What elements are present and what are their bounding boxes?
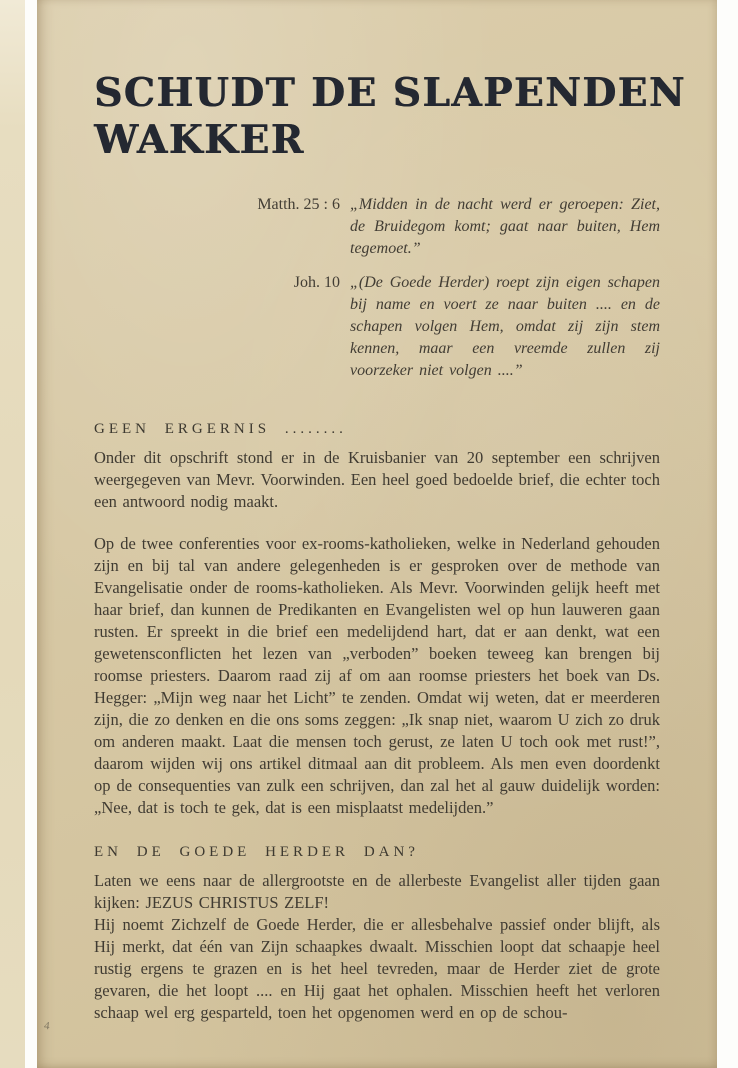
paragraph: Hij noemt Zichzelf de Goede Herder, die er allesbehalve passief onder blijft, als Hij merkt, dat één van Zijn schaapkes dwaalt. Misschien loopt dat schaapje heel rustig ergens te grazen en is het heel tevreden, maar de Herder ziet de grote gevaren, die het loopt .... en Hij gaat het ophalen. Misschien heeft het verloren schaap wel erg gesparteld, toen het opgenomen werd en op de schou- (94, 915, 660, 1022)
paragraph: Onder dit opschrift stond er in de Kruisbanier van 20 september een schrijven weergegeven van Mevr. Voorwinden. Een heel goed bedoelde brief, die echter toch een antwoord nodig maakt. (94, 448, 660, 511)
section-heading: EN DE GOEDE HERDER DAN? (94, 844, 419, 860)
paragraph: Op de twee conferenties voor ex-rooms-katholieken, welke in Nederland gehouden zijn en bij tal van andere gelegenheden is er gesproken over de methode van Evangelisatie onder de rooms-katholieken. Als Mevr. Voorwinden gelijk heeft met haar brief, dan kunnen de Predikanten en Evangelisten wel op hun lauweren gaan rusten. Er spreekt in die brief een medelijdend hart, dat er aan denkt, wat een gewetensconflicten het lezen van „verboden” boeken teweeg kan brengen bij roomse priesters. Daarom raad zij af om aan roomse priesters het boek van Ds. Hegger: „Mijn weg naar het Licht” te zenden. Omdat wij weten, dat er meerderen zijn, die zo denken en die ons soms zeggen: „Ik snap niet, waarom U zich zo druk om anderen maakt. Laat die mensen toch gerust, ze laten U toch ook met rust!”, daarom wijden wij ons artikel ditmaal aan dit probleem. Als men even doordenkt op de consequenties van zulk een schrijven, dan zal het al gauw duidelijk worden: „Nee, dat is toch te gek, dat is een misplaatst medelijden.” (94, 534, 660, 817)
scripture-quotes (94, 194, 660, 382)
section-geen-ergernis (94, 420, 660, 819)
scripture-text: „Midden in de nacht werd er geroepen: Ziet, de Bruidegom komt; gaat naar buiten, Hem tegemoet.” (350, 196, 660, 257)
scripture-quote-matthew (94, 194, 660, 260)
page (37, 0, 717, 1068)
scripture-quote-john (94, 272, 660, 382)
scripture-text: „(De Goede Herder) roept zijn eigen schapen bij name en voert ze naar buiten .... en de schapen volgen Hem, omdat zij zijn stem kennen, maar een vreemde zullen zij voorzeker niet volgen ....” (350, 274, 660, 379)
page-number-mark: 4 (43, 1019, 51, 1033)
section-goede-herder (94, 843, 660, 1024)
adjacent-page-edge (0, 0, 25, 1068)
scripture-reference: Joh. 10 (293, 274, 340, 291)
page-title (94, 70, 686, 164)
title-line-1: SCHUDT DE SLAPENDEN (94, 70, 686, 116)
scripture-reference: Matth. 25 : 6 (257, 196, 340, 213)
title-line-2: WAKKER (94, 117, 305, 163)
section-heading: GEEN ERGERNIS ........ (94, 421, 347, 437)
paragraph: Laten we eens naar de allergrootste en de allerbeste Evangelist aller tijden gaan kijken: JEZUS CHRISTUS ZELF! (94, 871, 660, 912)
